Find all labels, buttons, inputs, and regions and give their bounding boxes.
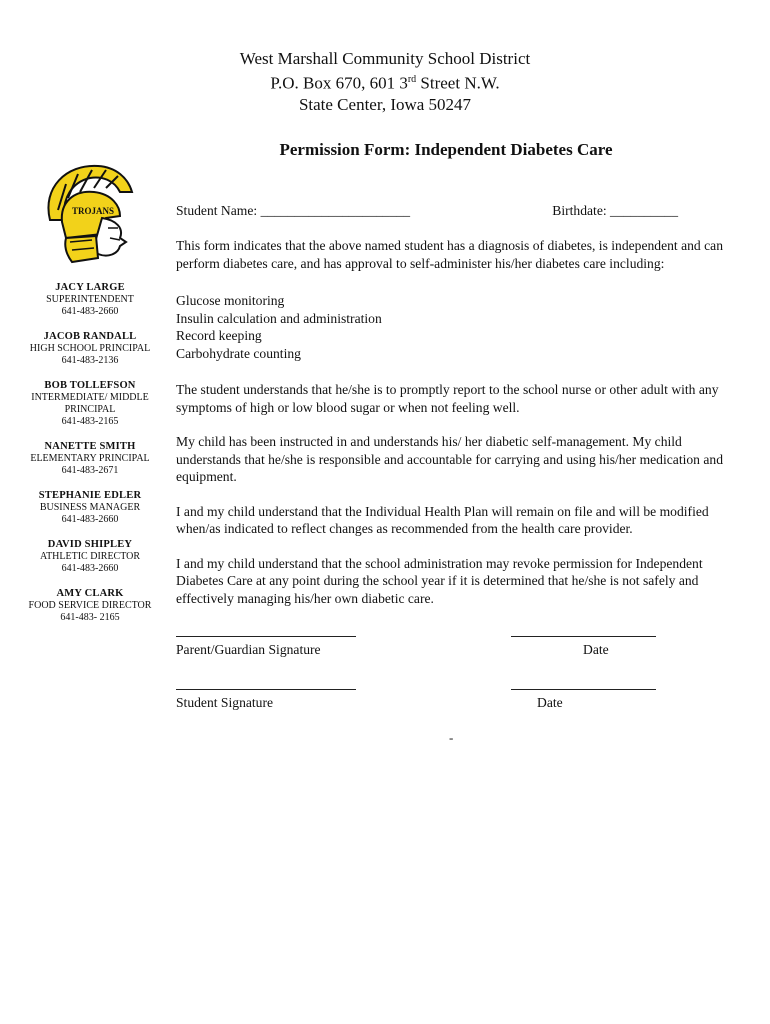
staff-title: INTERMEDIATE/ MIDDLE PRINCIPAL <box>31 392 149 415</box>
staff-phone: 641-483-2660 <box>61 306 119 317</box>
staff-entry <box>22 282 158 318</box>
care-item: Glucose monitoring <box>176 293 285 308</box>
staff-title: ELEMENTARY PRINCIPAL <box>30 453 150 464</box>
svg-text:TROJANS: TROJANS <box>72 206 115 216</box>
birthdate-field[interactable]: Birthdate: __________ <box>552 203 678 218</box>
staff-entry <box>22 380 158 428</box>
student-info-row <box>176 202 724 220</box>
address-ordinal: rd <box>407 74 417 85</box>
staff-phone: 641-483-2660 <box>61 514 119 525</box>
self-management-paragraph: My child has been instructed in and understands his/ her diabetic self-management. My child understands that he/she is responsible and accountable for carrying and using his/her medication and equipment. <box>176 434 723 484</box>
staff-phone: 641-483-2136 <box>61 355 119 366</box>
parent-date-line[interactable] <box>511 622 656 637</box>
staff-title: HIGH SCHOOL PRINCIPAL <box>29 343 151 354</box>
care-item: Insulin calculation and administration <box>176 310 382 326</box>
signature-section <box>176 622 696 728</box>
trailing-mark: - <box>449 730 454 745</box>
trojan-helmet-logo <box>36 158 136 268</box>
staff-entry <box>22 539 158 575</box>
staff-phone: 641-483-2165 <box>61 416 119 427</box>
letterhead <box>0 48 770 115</box>
student-signature-label: Student Signature <box>176 695 274 710</box>
staff-entry <box>22 588 158 624</box>
intro-paragraph: This form indicates that the above named student has a diagnosis of diabetes, is independent and can perform diabetes care, and has approval to self-administer his/her diabetes care including: <box>176 238 723 271</box>
staff-name: JACY LARGE <box>55 282 125 293</box>
staff-entry <box>22 441 158 477</box>
care-list <box>176 292 724 362</box>
staff-title: ATHLETIC DIRECTOR <box>39 551 141 562</box>
parent-signature-line[interactable] <box>176 622 356 637</box>
student-date-line[interactable] <box>511 675 656 690</box>
staff-title: FOOD SERVICE DIRECTOR <box>28 600 152 611</box>
address-street: P.O. Box 670, 601 3 <box>270 73 408 93</box>
reporting-paragraph: The student understands that he/she is to promptly report to the school nurse or other adult with any symptoms of high or low blood sugar or when not feeling well. <box>176 382 719 415</box>
staff-directory <box>22 282 158 637</box>
staff-name: BOB TOLLEFSON <box>44 380 136 391</box>
staff-name: STEPHANIE EDLER <box>38 490 142 501</box>
staff-entry <box>22 490 158 526</box>
district-city: State Center, Iowa 50247 <box>298 94 472 114</box>
care-item: Record keeping <box>176 328 262 343</box>
staff-name: DAVID SHIPLEY <box>47 539 133 550</box>
parent-signature-row <box>176 622 696 675</box>
staff-phone: 641-483- 2165 <box>60 612 120 623</box>
form-body <box>176 202 724 607</box>
health-plan-paragraph: I and my child understand that the Individual Health Plan will remain on file and will be modified when/as indicated to reflect changes as recommended from the health care provider. <box>176 503 709 536</box>
district-address <box>0 69 770 94</box>
district-name: West Marshall Community School District <box>239 49 531 68</box>
student-name-field[interactable]: Student Name: ______________________ <box>176 203 411 218</box>
parent-date-label: Date <box>583 642 609 657</box>
student-signature-row <box>176 675 696 728</box>
staff-phone: 641-483-2671 <box>61 465 119 476</box>
staff-name: JACOB RANDALL <box>43 331 137 342</box>
staff-name: NANETTE SMITH <box>44 441 136 452</box>
form-title: Permission Form: Independent Diabetes Care <box>279 140 613 159</box>
revocation-paragraph: I and my child understand that the school administration may revoke permission for Independent Diabetes Care at any point during the school year if it is determined that he/she is not safely and effectively managing his/her own diabetic care. <box>176 555 703 606</box>
staff-title: SUPERINTENDENT <box>46 294 134 305</box>
student-date-label: Date <box>537 695 563 710</box>
student-signature-line[interactable] <box>176 675 356 690</box>
staff-title: BUSINESS MANAGER <box>39 502 141 513</box>
staff-entry <box>22 331 158 367</box>
staff-name: AMY CLARK <box>56 588 124 599</box>
address-street-suffix: Street N.W. <box>416 73 500 93</box>
care-item: Carbohydrate counting <box>176 345 301 361</box>
parent-signature-label: Parent/Guardian Signature <box>176 642 321 657</box>
staff-phone: 641-483-2660 <box>61 563 119 574</box>
